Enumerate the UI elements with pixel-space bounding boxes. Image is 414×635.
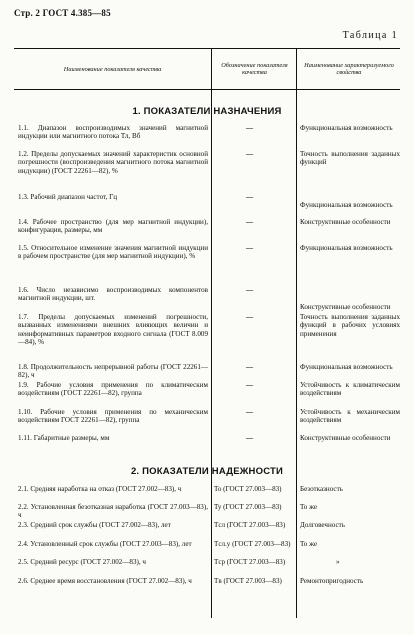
table-row-1-6-name: 1.6. Число независимо воспроизводимых компонентов магнитной индукции, шт. [18,286,208,303]
table-header [14,48,400,90]
table-row-2-4-name: 2.4. Установленный срок службы (ГОСТ 27.003—83), лет [18,540,192,548]
table-row-1-4-name: 1.4. Рабочее пространство (для мер магнитной индукции), конфигурация, размеры, мм [18,218,208,235]
table-row-1-2-designation: — [246,150,254,158]
table-row-2-1-name: 2.1. Средняя наработка на отказ (ГОСТ 27.002—83), ч [18,485,182,493]
column-header-name: Наименование показателя качества [63,65,162,73]
table-row-1-10-property: Устойчивость к механическим воздействиям [300,408,400,425]
table-row-1-1-property: Функциональная возможность [300,124,393,132]
table-row-1-9-name: 1.9. Рабочие условия применения по климатическим воздействиям (ГОСТ 22261—82), группа [18,381,208,398]
table-row-2-4-property: То же [300,540,318,548]
column-divider-2 [296,88,297,618]
table-label: Таблица 1 [342,30,398,41]
table-row-1-4-designation: — [246,218,254,226]
table-row-1-2-name: 1.2. Пределы допускаемых значений характеристик основной погрешности (воспроизведения магнитного потока магнитной индукции) (ГОСТ 22261—82), % [18,150,208,175]
column-header-property: Наименование характеризуемого свойства [296,49,401,89]
table-row-2-1-property: Безотказность [300,485,343,493]
table-row-1-2-property: Точность выполнения заданных функций [300,150,400,167]
table-row-1-1-designation: — [246,124,254,132]
column-divider-1 [211,88,212,618]
table-row-1-8-name: 1.8. Продолжительность непрерывной работы (ГОСТ 22261—82), ч [18,363,208,380]
section-title-reliability: 2. ПОКАЗАТЕЛИ НАДЕЖНОСТИ [130,466,284,477]
table-row-2-6-designation: Tв (ГОСТ 27.003—83) [214,577,282,585]
table-row-1-5-property: Функциональная возможность [300,244,393,252]
table-row-1-7-designation: — [246,313,254,321]
table-row-2-5-designation: Tср (ГОСТ 27.003—83) [214,558,286,566]
table-row-2-5-name: 2.5. Средний ресурс (ГОСТ 27.002—83), ч [18,558,146,566]
column-header-designation: Обозначение показателя качества [211,49,297,89]
table-row-1-3-name: 1.3. Рабочий диапазон частот, Гц [18,193,118,201]
table-row-2-6-property: Ремонтопригодность [300,577,364,585]
table-row-2-5-property: » [336,558,340,566]
table-row-1-9-property: Устойчивость к климатическим воздействиям [300,381,400,398]
table-row-1-10-designation: — [246,408,254,416]
table-row-2-3-designation: Tсл (ГОСТ 27.003—83) [214,521,286,529]
section-title-purpose: 1. ПОКАЗАТЕЛИ НАЗНАЧЕНИЯ [132,106,282,117]
table-row-1-11-property: Конструктивные особенности [300,434,391,442]
table-row-1-5-name: 1.5. Относительное изменение значения магнитной индукции в рабочем пространстве (для мер магнитной индукции), % [18,244,208,261]
table-row-1-8-designation: — [246,363,254,371]
table-row-1-11-name: 1.11. Габаритные размеры, мм [18,434,110,442]
table-row-2-3-property: Долговечность [300,521,345,529]
table-row-2-6-name: 2.6. Среднее время восстановления (ГОСТ 27.002—83), ч [18,577,192,585]
table-row-1-11-designation: — [246,434,254,442]
table-row-1-3-designation: — [246,193,254,201]
table-row-1-4-property: Конструктивные особенности [300,218,391,226]
table-row-1-6-designation: — [246,286,254,294]
table-row-2-1-designation: To (ГОСТ 27.003—83) [214,485,282,493]
table-row-1-9-designation: — [246,381,254,389]
table-row-2-2-designation: Ty (ГОСТ 27.003—83) [214,503,282,511]
table-row-2-2-name: 2.2. Установленная безотказная наработка (ГОСТ 27.003—83), ч [18,503,208,520]
table-row-1-5-designation: — [246,244,254,252]
table-row-1-7-property: Точность выполнения заданных функций в рабочих условиях применения [300,313,400,338]
table-row-2-4-designation: Tсл.у (ГОСТ 27.003—83) [214,540,291,548]
table-row-1-6-property: Конструктивные особенности [300,303,391,311]
table-row-1-10-name: 1.10. Рабочие условия применения по механическим воздействиям ГОСТ 22261—82), группа [18,408,208,425]
table-row-1-7-name: 1.7. Пределы допускаемых изменений погрешности, вызванных изменениями внешних влияющих величин и неинформативных параметров входного сигнала (ГОСТ 8.009—84), % [18,313,208,347]
table-row-2-3-name: 2.3. Средний срок службы (ГОСТ 27.002—83), лет [18,521,171,529]
table-row-1-1-name: 1.1. Диапазон воспроизводимых значений магнитной индукции или магнитного потока Тл, Вб [18,124,208,141]
table-row-1-3-property: Функциональная возможность [300,201,393,209]
table-row-2-2-property: То же [300,503,318,511]
table-row-1-8-property: Функциональная возможность [300,363,393,371]
page-reference: Стр. 2 ГОСТ 4.385—85 [14,8,111,18]
